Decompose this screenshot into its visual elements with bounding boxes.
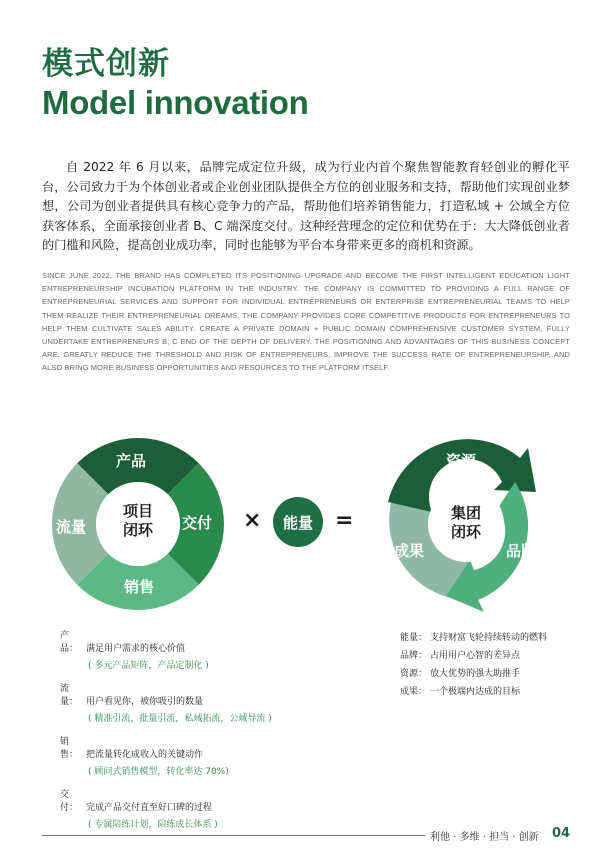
legend-desc: 占用用户心智的差异点 — [430, 651, 521, 661]
page-title-en: Model innovation — [42, 84, 309, 121]
legend-sub: ( 多元产品矩阵，产品定制化 ) — [88, 661, 209, 671]
label-sales: 销售 — [124, 578, 155, 596]
legend-desc: 一个极端内达成的目标 — [430, 687, 521, 697]
legend-desc: 用户看见你，被你吸引的数量 — [86, 697, 204, 707]
label-achievement: 成果 — [394, 542, 425, 560]
legend-key: 能量： — [400, 633, 428, 643]
legend-desc: 满足用户需求的核心价值 — [86, 644, 186, 654]
legend-sub: ( 精准引流，批量引流，私域拓流，公域导流 ) — [88, 714, 272, 724]
energy-circle — [273, 497, 323, 547]
group-loop-line1: 集团 — [450, 504, 481, 522]
intro-paragraph-en: SINCE JUNE 2022, THE BRAND HAS COMPLETED ITS POSITIONING UPGRADE AND BECOME THE FIRST INTELLIGENT EDUCATION LIGHT ENTREPRENEURSHIP INCUBATION PLATFORM IN THE INDUSTRY. THE COMPANY IS COMMITTED TO PROVIDING A FULL RANGE OF ENTREPRENEURIAL SERVICES AND SUPPORT FOR INDIVIDUAL ENTREPRENEURS OR ENTERPRISE ENTREPRENEURIAL TEAMS TO HELP THEM REALIZE THEIR ENTREPRENEURIAL DREAMS. THE COMPANY PROVIDES CORE COMPETITIVE PRODUCTS FOR ENTREPRENEURS TO HELP THEM CULTIVATE SALES ABILITY. CREATE A PRIVATE DOMAIN + PUBLIC DOMAIN COMPREHENSIVE CUSTOMER SYSTEM, FULLY UNDERTAKE ENTREPRENEURS B, C END OF THE DEPTH OF DELIVERY. THE POSITIONING AND ADVANTAGES OF THIS BUSINESS CONCEPT ARE: GREATLY REDUCE THE THRESHOLD AND RISK OF ENTREPRENEURS, IMPROVE THE SUCCESS RATE OF ENTREPRENEURSHIP, AND ALSO BRING MORE BUSINESS OPPORTUNITIES AND RESOURCES TO THE PLATFORM ITSELF. — [42, 271, 570, 373]
legend-key: 销售： — [60, 737, 79, 760]
legend-sub: ( 顾问式销售模型，转化率达 70%) — [88, 767, 229, 777]
intro-paragraph-cn: 自 2022 年 6 月以来，品牌完成定位升级，成为行业内首个聚焦智能教育轻创业的孵化平台，公司致力于为个体创业者或企业创业团队提供全方位的创业服务和支持，帮助他们实现创业梦想，公司为创业者提供具有核心竞争力的产品，帮助他们培养销售能力，打造私域 + 公域全方位获客体系，全面承接创业者 B、C 端深度交付。这种经营理念的定位和优势在于：大大降低创业者的门槛和风险，提高创业成功率，同时也能够为平台本身带来更多的商机和资源。 — [42, 160, 570, 252]
footer-slogan: 利他 · 多维 · 担当 · 创新 — [430, 832, 539, 843]
legend-item — [60, 628, 360, 654]
legend-desc: 支持财富飞轮持续转动的燃料 — [430, 633, 548, 643]
legend-key: 流量： — [60, 684, 79, 707]
equals-operator: = — [335, 508, 354, 533]
project-loop-line1: 项目 — [122, 502, 153, 520]
group-loop-center — [436, 504, 496, 542]
legend-sub: ( 专属陪练计划，陪练成长体系 ) — [88, 820, 218, 830]
energy-label: 能量 — [282, 513, 313, 532]
legend-key: 品牌： — [400, 651, 428, 661]
legend-item — [400, 630, 600, 643]
legend-desc: 完成产品交付直至好口碑的过程 — [86, 803, 213, 813]
page-number: 04 — [552, 826, 571, 841]
legend-item — [400, 666, 600, 679]
label-resource: 资源 — [446, 452, 477, 470]
legend-item — [400, 648, 600, 661]
footer-divider — [42, 835, 425, 836]
legend-item — [60, 681, 360, 707]
legend-desc: 把流量转化成收入的关键动作 — [86, 750, 204, 760]
legend-key: 交付： — [60, 790, 79, 813]
legend-desc: 放大优势的强大助推手 — [430, 669, 521, 679]
legend-left — [60, 628, 360, 840]
legend-key: 产品： — [60, 631, 79, 654]
project-loop-center — [108, 502, 168, 540]
label-product: 产品 — [116, 452, 147, 470]
project-loop-line2: 闭环 — [122, 521, 153, 539]
group-loop-line2: 闭环 — [450, 523, 481, 541]
legend-key: 成果： — [400, 687, 428, 697]
legend-item — [60, 734, 360, 760]
legend-item — [60, 787, 360, 813]
legend-item — [400, 684, 600, 697]
label-delivery: 交付 — [182, 514, 213, 532]
legend-key: 资源： — [400, 669, 428, 679]
legend-right — [400, 630, 600, 702]
page-title-cn: 模式创新 — [42, 46, 170, 82]
times-operator: × — [243, 508, 262, 533]
label-traffic: 流量 — [56, 518, 87, 536]
label-brand: 品牌 — [506, 542, 537, 560]
